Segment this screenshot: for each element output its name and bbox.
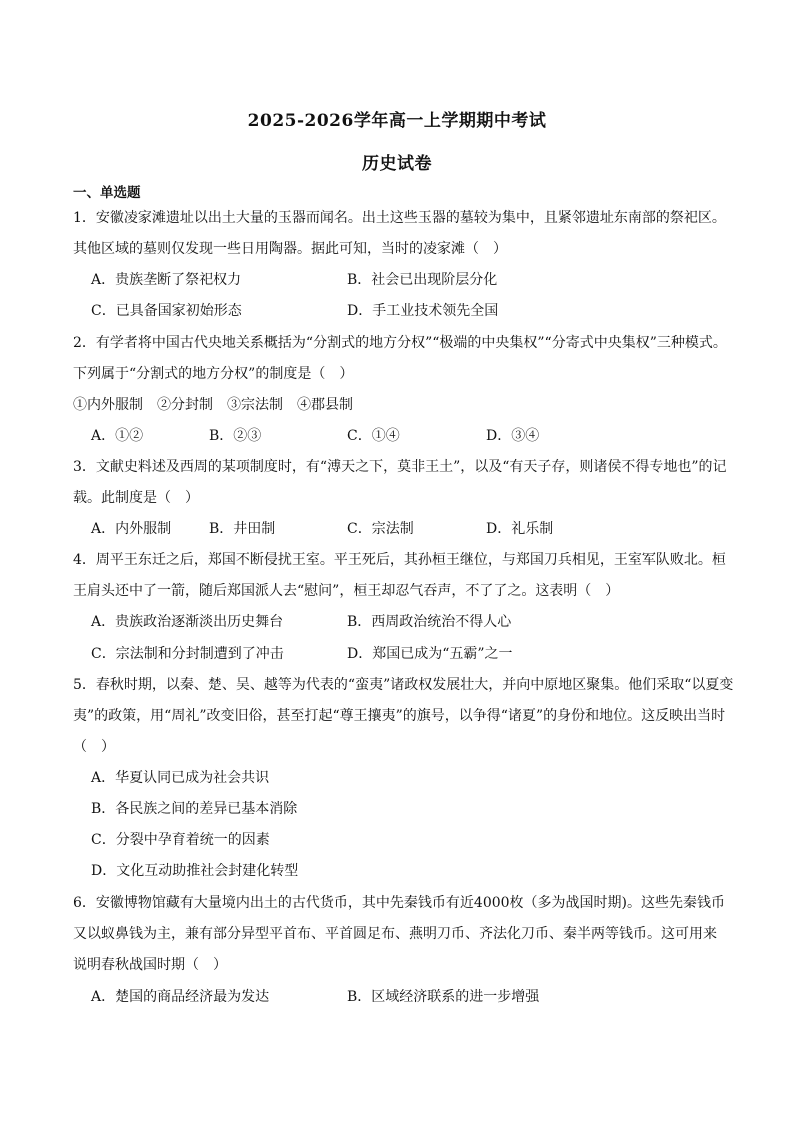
question-4-text: 4．周平王东迁之后，郑国不断侵扰王室。平王死后，其孙桓王继位，与郑国刀兵相见，王室军队败北。桓 xyxy=(73,552,726,568)
question-1-option-d[interactable]: D．手工业技术领先全国 xyxy=(347,303,499,319)
question-3-text: 载。此制度是（ ） xyxy=(73,490,199,506)
question-2-option-d[interactable]: D．③④ xyxy=(486,428,540,444)
question-3-option-c[interactable]: C．宗法制 xyxy=(347,521,414,537)
question-2-items: ①内外服制 ②分封制 ③宗法制 ④郡县制 xyxy=(73,397,353,413)
question-2-text: 2．有学者将中国古代央地关系概括为“分割式的地方分权”“极端的中央集权”“分寄式中央集权”三种模式。 xyxy=(73,335,727,351)
exam-subtitle: 历史试卷 xyxy=(362,154,432,174)
question-3-option-d[interactable]: D．礼乐制 xyxy=(486,521,554,537)
question-1-option-c[interactable]: C．已具备国家初始形态 xyxy=(91,303,242,319)
question-5-text: 夷”的政策，用“周礼”改变旧俗，甚至打起“尊王攘夷”的旗号，以争得“诸夏”的身份和地位。这反映出当时 xyxy=(73,708,726,724)
question-6-text: 6．安徽博物馆藏有大量境内出土的古代货币，其中先秦钱币有近4000枚（多为战国时期)。这些先秦钱币 xyxy=(73,895,725,911)
question-2-text: 下列属于“分割式的地方分权”的制度是（ ） xyxy=(73,366,354,382)
question-5-text: 5．春秋时期，以秦、楚、吴、越等为代表的“蛮夷”诸政权发展壮大，并向中原地区聚集。他们采取“以夏变 xyxy=(73,677,734,693)
question-5-option-c[interactable]: C．分裂中孕育着统一的因素 xyxy=(91,832,270,848)
question-1-option-b[interactable]: B．社会已出现阶层分化 xyxy=(347,272,498,288)
question-4-option-d[interactable]: D．郑国已成为“五霸”之一 xyxy=(347,646,513,662)
question-2-option-c[interactable]: C．①④ xyxy=(347,428,400,444)
section-heading: 一、单选题 xyxy=(73,185,141,201)
question-6-text: 说明春秋战国时期（ ） xyxy=(73,957,227,973)
question-6-option-a[interactable]: A．楚国的商品经济最为发达 xyxy=(91,989,270,1005)
question-2-option-b[interactable]: B．②③ xyxy=(209,428,262,444)
exam-title: 2025-2026学年高一上学期期中考试 xyxy=(247,111,547,131)
question-3-option-b[interactable]: B．井田制 xyxy=(209,521,276,537)
question-5-option-a[interactable]: A．华夏认同已成为社会共识 xyxy=(91,770,270,786)
question-5-option-b[interactable]: B．各民族之间的差异已基本消除 xyxy=(91,801,298,817)
question-4-option-a[interactable]: A．贵族政治逐渐淡出历史舞台 xyxy=(91,614,284,630)
question-6-option-b[interactable]: B．区域经济联系的进一步增强 xyxy=(347,989,540,1005)
question-5-option-d[interactable]: D．文化互动助推社会封建化转型 xyxy=(91,863,299,879)
question-1-text: 1．安徽凌家滩遗址以出土大量的玉器而闻名。出土这些玉器的墓较为集中，且紧邻遗址东南部的祭祀区。 xyxy=(73,210,726,226)
question-2-option-a[interactable]: A．①② xyxy=(91,428,144,444)
question-3-text: 3．文献史料述及西周的某项制度时，有“溥天之下，莫非王土”，以及“有天子存，则诸侯不得专地也”的记 xyxy=(73,459,727,475)
question-1-option-a[interactable]: A．贵族垄断了祭祀权力 xyxy=(91,272,242,288)
question-5-text: （ ） xyxy=(73,739,115,755)
question-3-option-a[interactable]: A．内外服制 xyxy=(91,521,172,537)
question-1-text: 其他区域的墓则仅发现一些日用陶器。据此可知，当时的凌家滩（ ） xyxy=(73,241,507,257)
question-4-option-c[interactable]: C．宗法制和分封制遭到了冲击 xyxy=(91,646,284,662)
question-4-text: 王肩头还中了一箭，随后郑国派人去“慰问”，桓王却忍气吞声，不了了之。这表明（ ） xyxy=(73,583,620,599)
question-6-text: 又以蚁鼻钱为主，兼有部分异型平首布、平首圆足布、燕明刀币、齐法化刀币、秦半两等钱币。这可用来 xyxy=(73,926,717,942)
question-4-option-b[interactable]: B．西周政治统治不得人心 xyxy=(347,614,512,630)
